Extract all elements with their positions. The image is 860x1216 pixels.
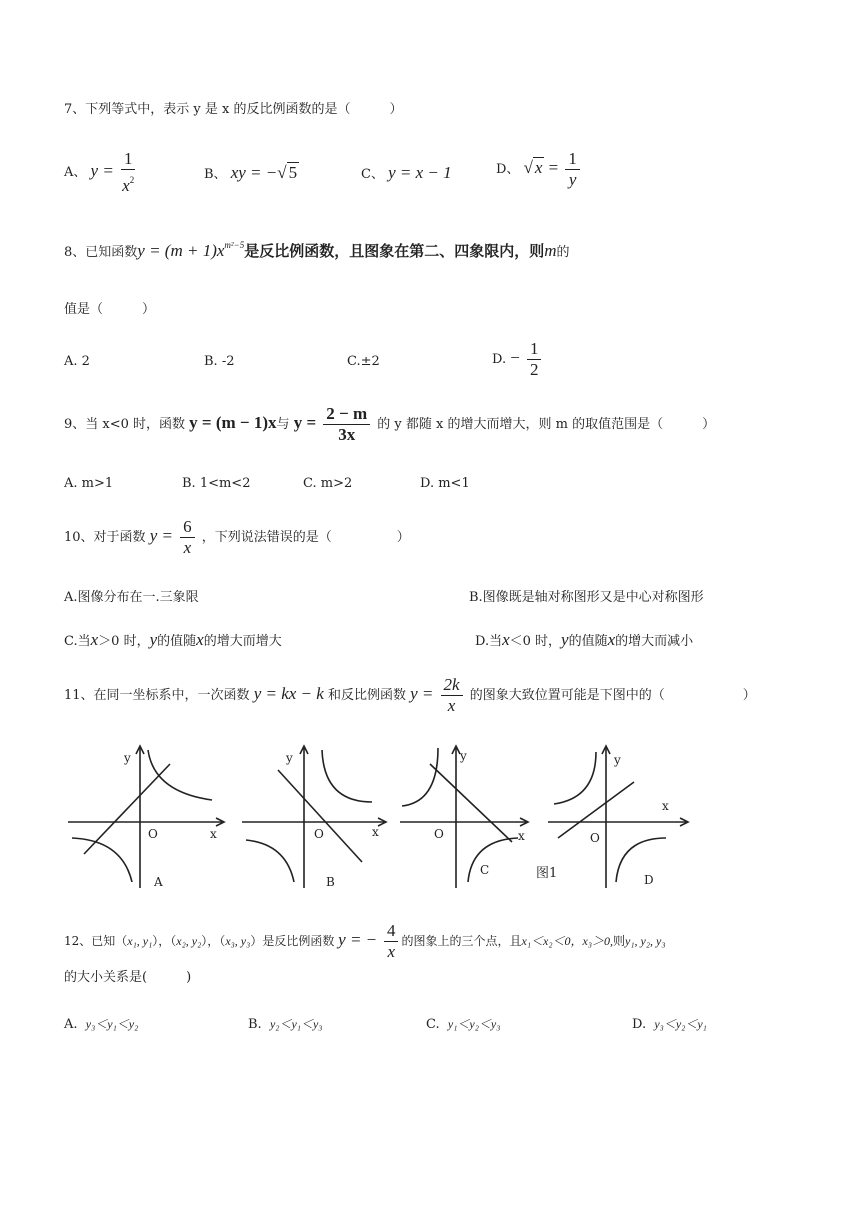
q10-option-d-end: 的增大而减小 — [615, 634, 694, 649]
q10-option-c-end: 的增大而增大 — [203, 634, 282, 649]
q10-function-lhs: y = — [149, 526, 173, 545]
q7-option-a-exponent: 2 — [129, 175, 135, 185]
q11-graph-c-x-label: x — [518, 829, 525, 843]
q12-point-1: x₁, y₁ — [127, 934, 153, 948]
q10-stem-pre: 10、对于函数 — [64, 530, 146, 545]
q8-stem-pre: 8、已知函数 — [64, 245, 138, 260]
q8-option-c: C.±2 — [347, 354, 380, 369]
q11-graph-a-y-label: y — [124, 751, 131, 765]
q11-graph-b — [238, 742, 398, 892]
q10-option-d-post: 的值随 — [568, 634, 608, 649]
q12-line2: 的大小关系是( ) — [64, 970, 192, 985]
q7-option-a — [64, 150, 138, 195]
q10-option-c-x: x — [90, 630, 99, 649]
q12-function-lhs: y = − — [338, 930, 378, 949]
q10-option-d-x: x — [502, 630, 510, 649]
q11-graph-b-origin: O — [314, 827, 324, 841]
q11-graph-a-origin: O — [148, 827, 158, 841]
q12-option-c-text: y₁＜y₂＜y₃ — [447, 1017, 501, 1031]
q10-option-c-mid: ＞0 时， — [98, 634, 150, 649]
q12-option-d-text: y₃＜y₂＜y₁ — [654, 1017, 707, 1031]
q10-option-d-y: y — [561, 630, 569, 649]
q10-option-c-x2: x — [196, 630, 204, 649]
q7-option-c-eq: y = x − 1 — [388, 163, 452, 182]
q9-stem-post: 的 y 都随 x 的增大而增大，则 m 的取值范围是（ ） — [377, 417, 716, 432]
q7-option-b-radicand: 5 — [288, 163, 298, 182]
q11-function-1: y = kx − k — [253, 684, 324, 703]
q8-option-a: A. 2 — [64, 354, 90, 369]
q7-option-b-eq: xy = − — [230, 163, 278, 182]
q7-option-d-equals: = — [548, 158, 559, 177]
q11-stem-post: 的图象大致位置可能是下图中的（ ） — [469, 688, 756, 703]
q9-option-d: D. m<1 — [420, 476, 470, 491]
q12-option-a-text: y₃＜y₁＜y₂ — [85, 1017, 139, 1031]
q10-option-b: B.图像既是轴对称图形又是中心对称图形 — [469, 590, 704, 605]
q12-sep-2: ），（ — [201, 934, 226, 948]
q11-graph-d-label: D — [644, 873, 654, 887]
q9-function-2-lhs: y = — [293, 413, 317, 432]
q11-stem-pre: 11、在同一坐标系中，一次函数 — [64, 688, 250, 703]
q9-function-2-denominator: 3x — [338, 425, 356, 444]
q9-function-2-numerator: 2 − m — [323, 405, 370, 425]
q7-option-d-denominator: y — [568, 170, 577, 189]
q12-point-2: x₂, y₂ — [176, 934, 202, 948]
q10-option-d-mid: ＜0 时， — [509, 634, 562, 649]
q11-graph-a-x-label: x — [210, 827, 217, 841]
q12-point-3: x₃, y₃ — [225, 934, 251, 948]
q12-option-a-label: A. — [64, 1017, 78, 1032]
q12-option-d-label: D. — [632, 1017, 647, 1032]
q12-stem-mid: ）是反比例函数 — [250, 934, 335, 948]
q11-stem-mid: 和反比例函数 — [327, 688, 406, 703]
q10-stem — [64, 518, 410, 557]
q8-option-d-label: D. — [492, 352, 507, 367]
q9-stem — [64, 405, 715, 444]
q12-option-d — [632, 1015, 707, 1032]
q9-option-b: B. 1<m<2 — [182, 476, 251, 491]
q11-graph-b-label: B — [326, 875, 335, 889]
q9-stem-pre: 9、当 x<0 时，函数 — [64, 417, 186, 432]
q10-option-c-y: y — [149, 630, 158, 649]
q11-graph-d-x-label: x — [662, 799, 669, 813]
q12-stem-pre: 12、已知（ — [64, 934, 128, 948]
q8-option-d — [492, 340, 544, 379]
q12-function-denominator: x — [387, 942, 395, 961]
q11-graph-a-label: A — [154, 875, 163, 889]
q7-option-d: D、 √ x = $\frac{1}{y}$ — [496, 150, 583, 189]
q11-graph-d — [546, 742, 696, 892]
q8-stem — [64, 240, 570, 261]
q11-graph-c — [398, 742, 538, 892]
q12-option-b-label: B. — [248, 1017, 262, 1032]
q8-line2: 值是（ ） — [64, 302, 156, 317]
q7-option-c-label: C、 — [361, 167, 384, 182]
q11-figure-caption: 图1 — [536, 866, 558, 881]
q9-function-1: y = (m − 1)x — [189, 413, 277, 432]
q7-option-b-label: B、 — [204, 167, 227, 182]
q12-option-c — [426, 1015, 500, 1032]
q10-option-a: A.图像分布在一.三象限 — [64, 590, 199, 605]
q10-function-denominator: x — [183, 538, 192, 557]
q7-option-c — [361, 163, 452, 183]
q7-option-a-numerator: 1 — [121, 150, 136, 170]
q12-stem-post: 的图象上的三个点，且 — [401, 934, 522, 948]
q7-option-a-label: A、 — [64, 165, 87, 180]
q10-option-d-pre: D.当 — [475, 634, 503, 649]
q11-function-2-lhs: y = — [410, 684, 434, 703]
q9-option-a: A. m>1 — [64, 476, 114, 491]
q12-stem — [64, 922, 666, 961]
q8-option-b: B. -2 — [204, 354, 235, 369]
q7-option-a-lhs: y = — [90, 161, 114, 180]
q9-option-c: C. m>2 — [303, 476, 353, 491]
q8-stem-post: 是反比例函数，且图象在第二、四象限内，则 — [244, 242, 545, 260]
q8-option-d-denominator: 2 — [529, 360, 539, 379]
q10-option-d — [475, 630, 693, 650]
q11-graph-b-x-label: x — [372, 825, 379, 839]
q8-m: m — [544, 241, 557, 260]
q11-graph-d-y-label: y — [614, 753, 621, 767]
q12-stem-then: 则 — [613, 934, 626, 948]
q11-stem — [64, 676, 756, 715]
q8-stem-end: 的 — [556, 245, 570, 260]
q10-option-d-x2: x — [607, 630, 616, 649]
q7-option-d-label: D、 — [496, 162, 520, 177]
q8-option-d-sign: − — [510, 348, 520, 367]
q12-function-numerator: 4 — [384, 922, 399, 942]
q7-option-d-radicand: x — [534, 158, 543, 177]
q10-option-c-pre: C.当 — [64, 634, 91, 649]
q10-function-numerator: 6 — [180, 518, 195, 538]
q12-option-b-text: y₂＜y₁＜y₃ — [269, 1017, 323, 1031]
q10-stem-post: ，下列说法错误的是（ ） — [201, 530, 410, 545]
q12-variables: y₁, y₂, y₃ — [625, 934, 666, 948]
q12-option-c-label: C. — [426, 1017, 440, 1032]
q11-function-2-denominator: x — [447, 696, 456, 715]
q7-option-d-numerator: 1 — [565, 150, 580, 170]
q10-option-c-post: 的值随 — [157, 634, 197, 649]
q8-exponent: m²−5 — [224, 240, 245, 250]
q12-option-b — [248, 1015, 322, 1032]
q9-stem-mid: 与 — [276, 417, 290, 432]
q10-option-c — [64, 630, 282, 650]
q11-function-2-numerator: 2k — [441, 676, 463, 696]
q12-sep-1: ），（ — [152, 934, 177, 948]
q11-graph-c-origin: O — [434, 827, 444, 841]
q7-option-b: B、 xy = −√ 5 — [204, 163, 298, 182]
q11-graph-d-origin: O — [590, 831, 600, 845]
q8-function: y = (m + 1)x — [137, 241, 225, 260]
q11-graph-c-label: C — [480, 863, 490, 877]
q11-graph-c-y-label: y — [460, 749, 467, 763]
q12-condition: x₁＜x₂＜0，x₃＞0, — [521, 934, 613, 948]
q11-graph-b-y-label: y — [286, 751, 293, 765]
q8-option-d-numerator: 1 — [527, 340, 542, 360]
q7-option-a-denominator: x — [122, 176, 130, 195]
q7-stem: 7、下列等式中，表示 y 是 x 的反比例函数的是（ ） — [64, 102, 403, 117]
q11-graph-a — [62, 742, 232, 892]
q12-option-a — [64, 1015, 138, 1032]
